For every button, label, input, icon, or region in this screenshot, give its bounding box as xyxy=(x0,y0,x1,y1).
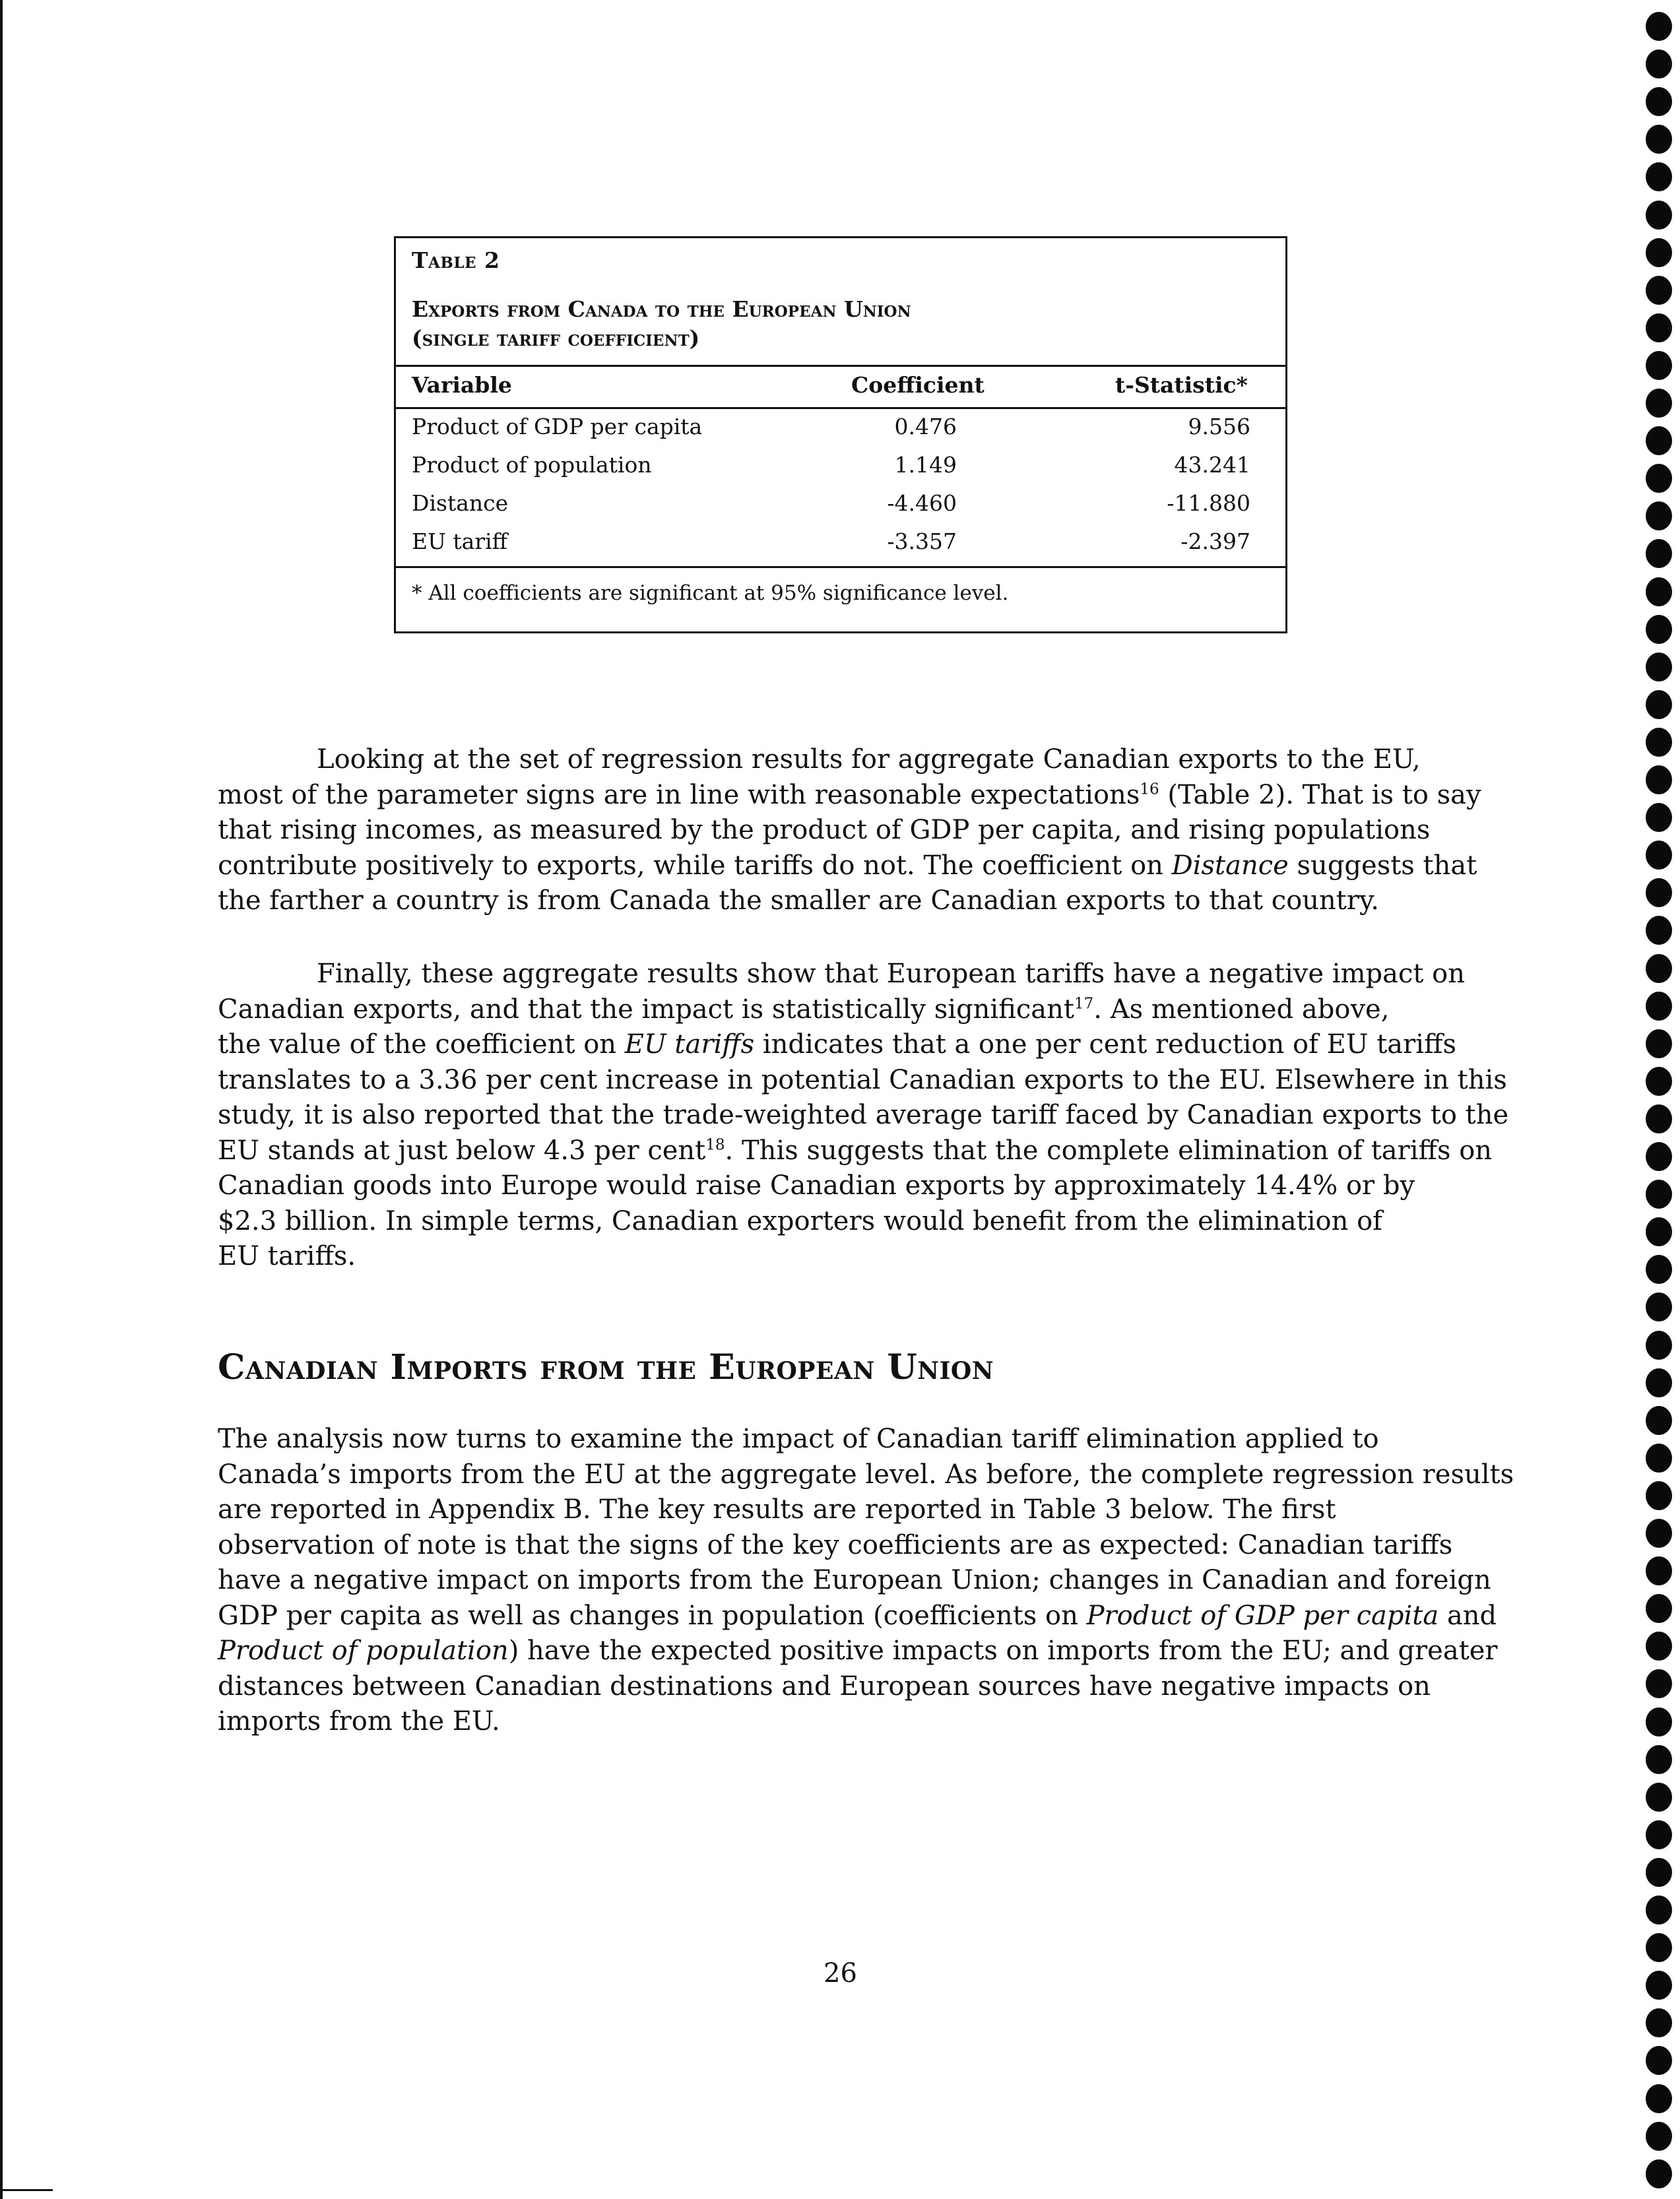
binding-hole-icon xyxy=(1646,1067,1672,1096)
binding-hole-icon xyxy=(1646,1255,1672,1284)
text-line: Product of population) have the expected positive impacts on imports from the EU; and greater xyxy=(218,1636,1498,1666)
table-title-line1: Exports from Canada to the European Union xyxy=(412,296,911,322)
footnote-ref-16: 16 xyxy=(1140,781,1159,798)
table-rule-bottom xyxy=(396,566,1285,568)
cell-coefficient: 1.149 xyxy=(894,452,957,478)
binding-hole-icon xyxy=(1646,1217,1672,1246)
binding-hole-icon xyxy=(1646,49,1672,79)
binding-hole-icon xyxy=(1646,954,1672,983)
binding-hole-icon xyxy=(1646,201,1672,230)
binding-hole-icon xyxy=(1646,276,1672,305)
binding-hole-icon xyxy=(1646,1971,1672,2000)
binding-hole-icon xyxy=(1646,841,1672,870)
table-rule-top xyxy=(396,365,1285,367)
text-line: Canadian exports, and that the impact is statistically significant$^{17}$. As mentioned above, xyxy=(218,994,1390,1025)
binding-hole-icon xyxy=(1646,1669,1672,1698)
text-line: have a negative impact on imports from the European Union; changes in Canadian and foreign xyxy=(218,1565,1491,1595)
binding-hole-icon xyxy=(1646,1104,1672,1133)
table-footnote: * All coefficients are significant at 95% significance level. xyxy=(412,581,1009,605)
binding-hole-icon xyxy=(1646,992,1672,1021)
table-rule-header xyxy=(396,407,1285,409)
binding-hole-icon xyxy=(1646,2159,1672,2188)
binding-hole-icon xyxy=(1646,1632,1672,1661)
binding-hole-icon xyxy=(1646,1481,1672,1510)
binding-hole-icon xyxy=(1646,1292,1672,1322)
text-line: GDP per capita as well as changes in population (coefficients on Product of GDP per capita and xyxy=(218,1600,1497,1631)
binding-hole-icon xyxy=(1646,426,1672,455)
binding-hole-icon xyxy=(1646,1858,1672,1887)
table-label: Table 2 xyxy=(412,247,500,273)
table-title xyxy=(412,295,911,353)
section-heading: Canadian Imports from the European Union xyxy=(218,1347,994,1387)
binding-hole-icon xyxy=(1646,162,1672,191)
binding-hole-icon xyxy=(1646,1368,1672,1397)
cell-coefficient: -3.357 xyxy=(887,528,957,554)
binding-holes xyxy=(1640,0,1680,2199)
binding-hole-icon xyxy=(1646,653,1672,682)
header-coefficient: Coefficient xyxy=(851,372,985,398)
text-line: Looking at the set of regression results for aggregate Canadian exports to the EU, xyxy=(317,744,1421,775)
binding-hole-icon xyxy=(1646,916,1672,945)
bottom-edge-mark xyxy=(0,2189,53,2191)
text-line: contribute positively to exports, while tariffs do not. The coefficient on Distance suggests that xyxy=(218,850,1477,881)
binding-hole-icon xyxy=(1646,1406,1672,1435)
text-line: translates to a 3.36 per cent increase in potential Canadian exports to the EU. Elsewhere in this xyxy=(218,1064,1507,1095)
binding-hole-icon xyxy=(1646,501,1672,530)
binding-hole-icon xyxy=(1646,1896,1672,1925)
binding-hole-icon xyxy=(1646,2122,1672,2151)
binding-hole-icon xyxy=(1646,313,1672,342)
cell-variable: Product of population xyxy=(412,452,652,478)
binding-hole-icon xyxy=(1646,1519,1672,1548)
cell-tstat: 43.241 xyxy=(1174,452,1250,478)
text-line: EU tariffs. xyxy=(218,1241,356,1271)
binding-hole-icon xyxy=(1646,351,1672,380)
text-line: Finally, these aggregate results show that European tariffs have a negative impact on xyxy=(317,959,1465,989)
binding-hole-icon xyxy=(1646,539,1672,568)
text-line: imports from the EU. xyxy=(218,1706,500,1737)
text-line: distances between Canadian destinations and European sources have negative impacts on xyxy=(218,1671,1431,1702)
cell-tstat: -2.397 xyxy=(1180,528,1250,554)
paragraph-1 xyxy=(218,742,1481,919)
text-line: are reported in Appendix B. The key results are reported in Table 3 below. The first xyxy=(218,1494,1336,1525)
left-edge-line xyxy=(0,0,3,2199)
text-line: Canada’s imports from the EU at the aggregate level. As before, the complete regression results xyxy=(218,1459,1514,1490)
text-line: study, it is also reported that the trade-weighted average tariff faced by Canadian exports to the xyxy=(218,1100,1509,1130)
binding-hole-icon xyxy=(1646,389,1672,418)
table-title-line2: (single tariff coefficient) xyxy=(412,325,700,351)
binding-hole-icon xyxy=(1646,2084,1672,2113)
binding-hole-icon xyxy=(1646,1783,1672,1812)
text-line: the value of the coefficient on EU tariffs indicates that a one per cent reduction of EU tariffs xyxy=(218,1029,1457,1060)
binding-hole-icon xyxy=(1646,1180,1672,1209)
paragraph-3 xyxy=(218,1422,1514,1740)
footnote-ref-17: 17 xyxy=(1074,995,1094,1013)
binding-hole-icon xyxy=(1646,728,1672,757)
binding-hole-icon xyxy=(1646,1933,1672,1962)
cell-variable: Product of GDP per capita xyxy=(412,414,703,439)
text-line: the farther a country is from Canada the smaller are Canadian exports to that country. xyxy=(218,885,1379,916)
cell-tstat: 9.556 xyxy=(1188,414,1250,439)
cell-coefficient: -4.460 xyxy=(887,490,957,516)
binding-hole-icon xyxy=(1646,1142,1672,1171)
table-row xyxy=(396,414,1285,452)
text-line: The analysis now turns to examine the impact of Canadian tariff elimination applied to xyxy=(218,1424,1379,1454)
binding-hole-icon xyxy=(1646,577,1672,606)
binding-hole-icon xyxy=(1646,1444,1672,1473)
binding-hole-icon xyxy=(1646,1745,1672,1774)
table-row xyxy=(396,452,1285,490)
binding-hole-icon xyxy=(1646,1594,1672,1623)
table-row xyxy=(396,528,1285,567)
text-line: that rising incomes, as measured by the product of GDP per capita, and rising populations xyxy=(218,815,1431,845)
footnote-ref-18: 18 xyxy=(705,1136,725,1154)
binding-hole-icon xyxy=(1646,1820,1672,1849)
text-line: observation of note is that the signs of the key coefficients are as expected: Canadian tariffs xyxy=(218,1529,1453,1560)
binding-hole-icon xyxy=(1646,1707,1672,1737)
binding-hole-icon xyxy=(1646,878,1672,907)
binding-hole-icon xyxy=(1646,2008,1672,2037)
binding-hole-icon xyxy=(1646,125,1672,154)
binding-hole-icon xyxy=(1646,1556,1672,1585)
header-tstat: t-Statistic* xyxy=(1115,372,1248,398)
binding-hole-icon xyxy=(1646,690,1672,719)
binding-hole-icon xyxy=(1646,615,1672,644)
text-line: EU stands at just below 4.3 per cent$^{18}$. This suggests that the complete elimination of tariffs on xyxy=(218,1135,1493,1166)
binding-hole-icon xyxy=(1646,238,1672,267)
cell-coefficient: 0.476 xyxy=(894,414,957,439)
cell-variable: Distance xyxy=(412,490,509,516)
binding-hole-icon xyxy=(1646,765,1672,794)
table-row xyxy=(396,490,1285,528)
paragraph-2 xyxy=(218,957,1509,1275)
header-variable: Variable xyxy=(412,372,512,398)
binding-hole-icon xyxy=(1646,1331,1672,1360)
binding-hole-icon xyxy=(1646,12,1672,41)
text-line: Canadian goods into Europe would raise Canadian exports by approximately 14.4% or by xyxy=(218,1170,1415,1201)
cell-tstat: -11.880 xyxy=(1167,490,1250,516)
binding-hole-icon xyxy=(1646,2046,1672,2075)
cell-variable: EU tariff xyxy=(412,528,508,554)
text-line: most of the parameter signs are in line with reasonable expectations$^{16}$ (Table 2). That is to say xyxy=(218,779,1481,810)
binding-hole-icon xyxy=(1646,464,1672,493)
binding-hole-icon xyxy=(1646,87,1672,116)
binding-hole-icon xyxy=(1646,803,1672,832)
table-2 xyxy=(394,236,1287,633)
binding-hole-icon xyxy=(1646,1029,1672,1058)
text-line: $2.3 billion. In simple terms, Canadian exporters would benefit from the elimination of xyxy=(218,1205,1382,1236)
page-number: 26 xyxy=(824,1958,857,1989)
